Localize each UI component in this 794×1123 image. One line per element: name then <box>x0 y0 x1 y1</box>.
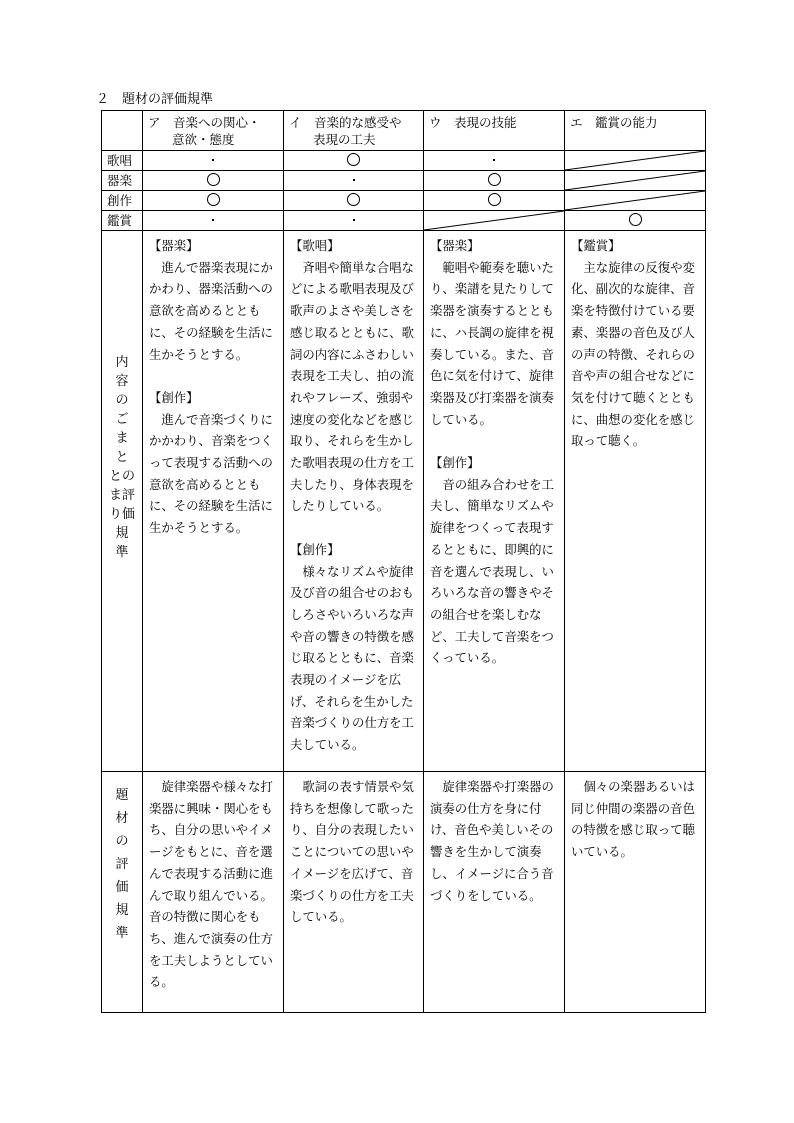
matrix-row <box>102 191 706 211</box>
matrix-row-label: 器楽 <box>102 171 143 191</box>
matrix-cell <box>284 171 424 191</box>
dot-mark-icon <box>493 159 495 161</box>
evaluation-criteria-table <box>101 110 706 1013</box>
content-criteria-row <box>102 231 706 772</box>
matrix-cell <box>143 191 284 211</box>
matrix-cell <box>143 171 284 191</box>
criteria-text: 斉唱や簡単な合唱などによる歌唱表現及び歌声のよさや美しさを感じ取るとともに、歌詞の内容にふさわしい表現を工夫し、拍の流れやフレーズ、強弱や速度の変化などを感じ取り、それらを生かした歌唱表現の仕方を工夫したり、身体表現をしたりしている。 <box>290 259 414 514</box>
content-cell-sensitivity <box>284 231 424 772</box>
section-title: ２ 題材の評価規準 <box>96 92 214 107</box>
subsection-heading: 【鑑賞】 <box>571 238 621 253</box>
unit-cell-appreciation <box>565 772 706 1013</box>
matrix-cell <box>565 211 706 231</box>
matrix-cell <box>143 151 284 171</box>
matrix-cell <box>143 211 284 231</box>
subsection-heading: 【創作】 <box>290 541 340 557</box>
matrix-row <box>102 151 706 171</box>
content-cell-appreciation <box>565 231 706 772</box>
content-cell-interest <box>143 231 284 772</box>
diagonal-slash-icon <box>565 151 705 170</box>
matrix-row-label: 創作 <box>102 191 143 211</box>
dot-mark-icon <box>212 219 214 221</box>
unit-criteria-row <box>102 772 706 1013</box>
header-col-appreciation: エ 鑑賞の能力 <box>565 111 706 151</box>
criteria-text: 音の組み合わせを工夫し、簡単なリズムや旋律をつくって表現するとともに、即興的に音を選んで表現し、いろいろな音の響きやその組合せを楽しむなど、工夫して音楽をつくっている。 <box>430 476 554 666</box>
diagonal-slash-icon <box>565 171 705 190</box>
unit-cell-interest <box>143 772 284 1013</box>
matrix-cell <box>284 151 424 171</box>
subsection-heading: 【創作】 <box>149 389 199 405</box>
circle-mark-icon <box>488 193 501 206</box>
content-row-label <box>102 231 143 772</box>
subsection-heading: 【器楽】 <box>430 238 480 253</box>
matrix-cell <box>565 191 706 211</box>
matrix-cell <box>284 211 424 231</box>
matrix-cell <box>565 171 706 191</box>
criteria-text: 範唱や範奏を聴いたり、楽譜を見たりして楽器を演奏するとともに、ハ長調の旋律を視奏している。また、音色に気を付けて、旋律楽器及び打楽器を演奏している。 <box>430 259 554 427</box>
circle-mark-icon <box>629 213 642 226</box>
matrix-cell <box>424 191 565 211</box>
header-col-skill: ウ 表現の技能 <box>424 111 565 151</box>
circle-mark-icon <box>207 193 220 206</box>
dot-mark-icon <box>353 179 355 181</box>
circle-mark-icon <box>488 173 501 186</box>
circle-mark-icon <box>207 173 220 186</box>
matrix-row-label: 歌唱 <box>102 151 143 171</box>
diagonal-slash-icon <box>565 191 705 210</box>
diagonal-slash-icon <box>424 211 564 230</box>
header-row <box>102 111 706 151</box>
matrix-row-label: 鑑賞 <box>102 211 143 231</box>
criteria-text: 個々の楽器あるいは同じ仲間の楽器の音色の特徴を感じ取って聴いている。 <box>571 779 695 860</box>
matrix-row <box>102 211 706 231</box>
criteria-text: 進んで器楽表現にかかわり、器楽活動への意欲を高めるとともに、その経験を生活に生かそうとする。 <box>149 259 273 362</box>
content-row-label-text: 内 容 の ご ま と との ま評 り価 規 準 <box>108 355 135 560</box>
matrix-row <box>102 171 706 191</box>
criteria-text: 旋律楽器や様々な打楽器に興味・関心をもち、自分の思いやイメージをもとに、音を選んで表現する活動に進んで取り組んでいる。音の特徴に関心をもち、進んで演奏の仕方を工夫しようとしている。 <box>149 779 273 990</box>
unit-cell-skill <box>424 772 565 1013</box>
criteria-text: 進んで音楽づくりにかかわり、音楽をつくって表現する活動への意欲を高めるとともに、その経験を生活に生かそうとする。 <box>149 411 273 536</box>
circle-mark-icon <box>347 153 360 166</box>
header-corner-cell <box>102 111 143 151</box>
matrix-cell <box>424 211 565 231</box>
unit-cell-sensitivity <box>284 772 424 1013</box>
subsection-heading: 【歌唱】 <box>290 238 340 253</box>
matrix-cell <box>565 151 706 171</box>
criteria-text: 歌詞の表す情景や気持ちを想像して歌ったり、自分の表現したいことについての思いやイメージを広げて、音楽づくりの仕方を工夫している。 <box>290 779 414 925</box>
matrix-cell <box>284 191 424 211</box>
criteria-text: 主な旋律の反復や変化、副次的な旋律、音楽を特徴付けている要素、楽器の音色及び人の声の特徴、それらの音や声の組合せなどに気を付けて聴くとともに、曲想の変化を感じ取って聴く。 <box>571 259 695 449</box>
content-cell-skill <box>424 231 565 772</box>
subsection-heading: 【創作】 <box>430 455 480 471</box>
criteria-text: 様々なリズムや旋律及び音の組合せのおもしろさやいろいろな声や音の響きの特徴を感じ取るとともに、音楽表現のイメージを広げ、それらを生かした音楽づくりの仕方を工夫している。 <box>290 563 414 753</box>
header-col-sensitivity: イ 音楽的な感受や 表現の工夫 <box>284 111 424 151</box>
dot-mark-icon <box>212 159 214 161</box>
dot-mark-icon <box>353 219 355 221</box>
circle-mark-icon <box>347 193 360 206</box>
unit-row-label-text: 題 材 の 評 価 規 準 <box>115 788 129 941</box>
subsection-heading: 【器楽】 <box>149 238 199 253</box>
unit-row-label <box>102 772 143 1013</box>
matrix-cell <box>424 171 565 191</box>
matrix-cell <box>424 151 565 171</box>
header-col-interest: ア 音楽への関心・ 意欲・態度 <box>143 111 284 151</box>
criteria-text: 旋律楽器や打楽器の演奏の仕方を身に付け、音色や美しいその響きを生かして演奏し、イメージに合う音づくりをしている。 <box>430 779 554 903</box>
